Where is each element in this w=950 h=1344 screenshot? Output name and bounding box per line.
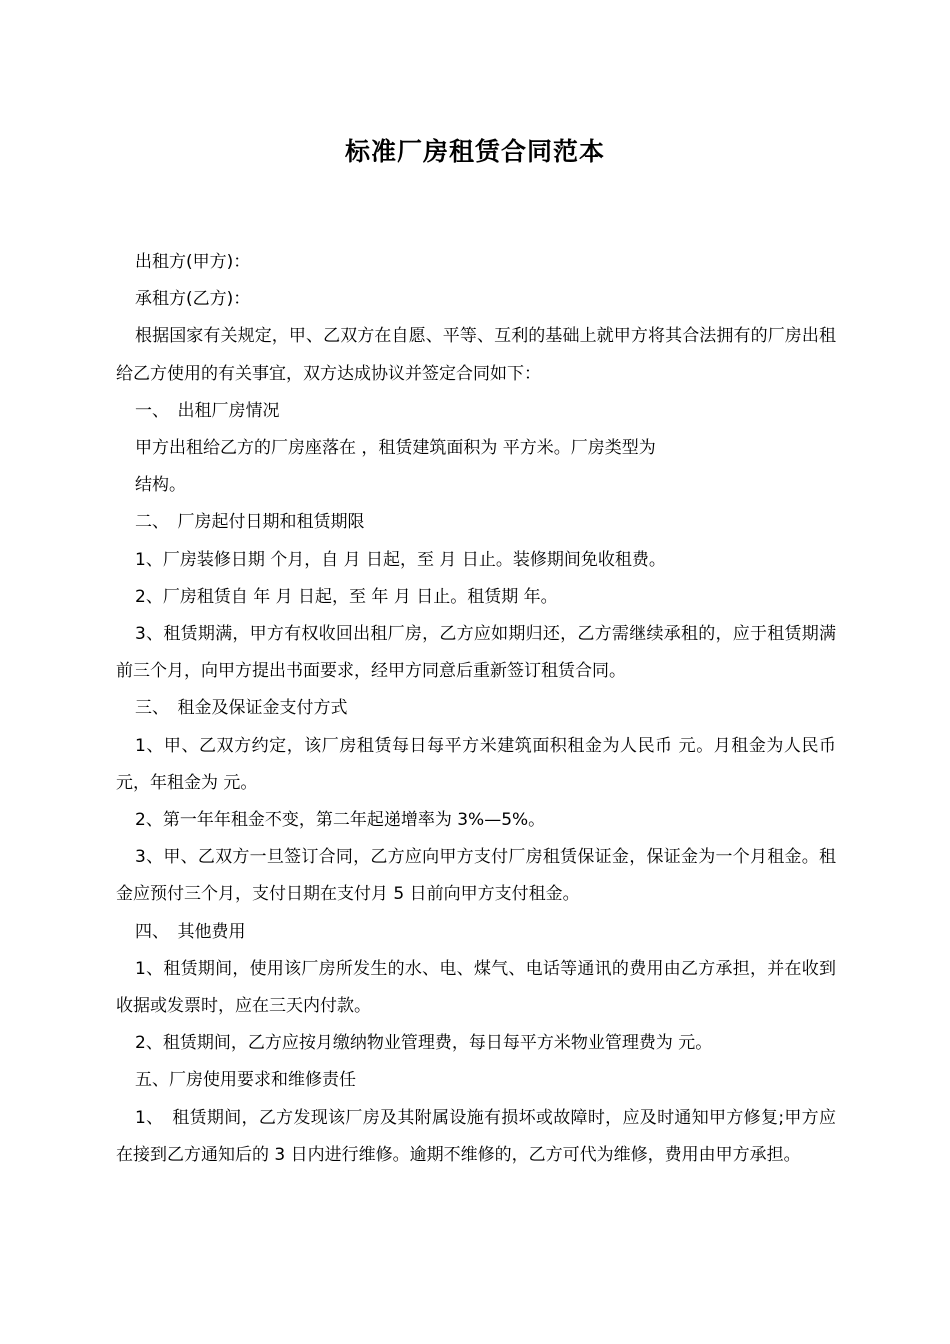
section-heading-3: 三、 租金及保证金支付方式: [135, 698, 348, 719]
section-heading-1: 一、 出租厂房情况: [135, 400, 280, 421]
section-heading-5: 五、厂房使用要求和维修责任: [135, 1070, 356, 1091]
clause-5-1: 1、 租赁期间，乙方发现该厂房及其附属设施有损坏或故障时，应及时通知甲方修复;甲方应在接到乙方通知后的 3 日内进行维修。逾期不维修的，乙方可代为维修，费用由甲方承担。: [116, 1107, 836, 1165]
section-heading-2: 二、 厂房起付日期和租赁期限: [135, 512, 365, 533]
clause-4-2: 2、租赁期间，乙方应按月缴纳物业管理费，每日每平方米物业管理费为 元。: [135, 1033, 713, 1054]
document-title: 标准厂房租赁合同范本: [344, 137, 605, 166]
clause-2-3: 3、租赁期满，甲方有权收回出租厂房，乙方应如期归还，乙方需继续承租的，应于租赁期满前三个月，向甲方提出书面要求，经甲方同意后重新签订租赁合同。: [116, 624, 836, 682]
clause-3-3: 3、甲、乙双方一旦签订合同，乙方应向甲方支付厂房租赁保证金，保证金为一个月租金。租金应预付三个月，支付日期在支付月 5 日前向甲方支付租金。: [116, 847, 836, 905]
clause-3-1: 1、甲、乙双方约定，该厂房租赁每日每平方米建筑面积租金为人民币 元。月租金为人民币 元，年租金为 元。: [116, 735, 836, 793]
clause-3-2: 2、第一年年租金不变，第二年起递增率为 3%—5%。: [135, 810, 546, 831]
lessor-line: 出租方(甲方)：: [135, 252, 251, 272]
preamble-paragraph: 根据国家有关规定，甲、乙双方在自愿、平等、互利的基础上就甲方将其合法拥有的厂房出租给乙方使用的有关事宜，双方达成协议并签定合同如下：: [116, 326, 836, 384]
structure-line: 结构。: [135, 475, 186, 496]
document-body: [116, 244, 836, 1174]
section-heading-4: 四、 其他费用: [135, 921, 246, 942]
clause-2-2: 2、厂房租赁自 年 月 日起，至 年 月 日止。租赁期 年。: [135, 586, 558, 607]
lessee-line: 承租方(乙方)：: [135, 289, 251, 310]
clause-4-1: 1、租赁期间，使用该厂房所发生的水、电、煤气、电话等通讯的费用由乙方承担，并在收到收据或发票时，应在三天内付款。: [116, 958, 836, 1017]
clause-2-1: 1、厂房装修日期 个月，自 月 日起，至 月 日止。装修期间免收租费。: [135, 549, 666, 570]
premises-line: 甲方出租给乙方的厂房座落在 ，租赁建筑面积为 平方米。厂房类型为: [135, 438, 656, 459]
